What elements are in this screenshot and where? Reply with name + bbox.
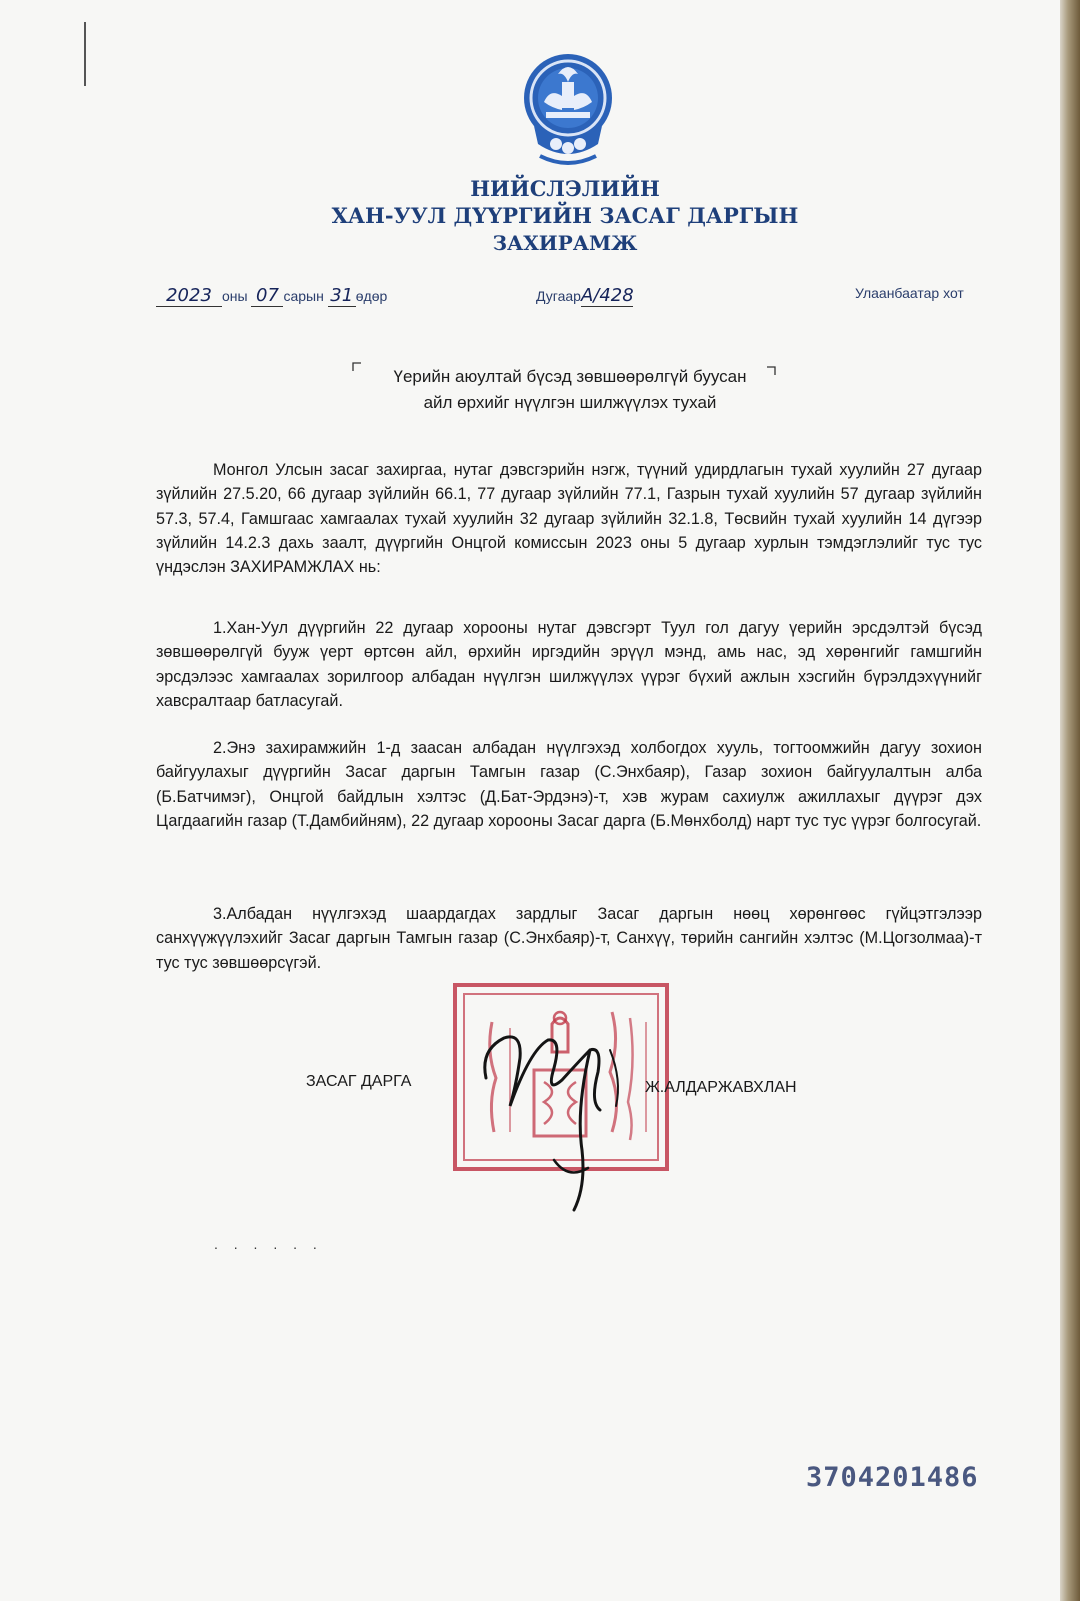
fold-mark (84, 22, 86, 86)
background-edge (1060, 0, 1080, 1601)
document-type-title: ЗАХИРАМЖ (492, 231, 638, 255)
date-field (156, 285, 387, 307)
date-year: 2023 (156, 285, 222, 307)
preamble-paragraph: Монгол Улсын засаг захиргаа, нутаг дэвсгэрийн нэгж, түүний удирдлагын тухай хуулийн 27 дугаар зүйлийн 27.5.20, 66 дугаар зүйлийн 66.1, 77 дугаар зүйлийн 77.1, Газрын тухай хуулийн 57 дугаар зүйлийн 57.3, 57.4, Гамшгаас хамгаалах тухай хуулийн 32 дугаар зүйлийн 32.1.8, Төсвийн тухай хуулийн 14 дүгээр зүйлийн 14.2.3 дахь заалт, дүүргийн Онцгой комиссын 2023 оны 5 дугаар хурлын тэмдэглэлийг тус тус үндэслэн ЗАХИРАМЖЛАХ нь: (156, 461, 982, 577)
subject-line-2: айл өрхийг нүүлгэн шилжүүлэх тухай (423, 393, 717, 412)
header-line-1: НИЙСЛЭЛИЙН (470, 176, 660, 201)
date-month-suffix: сарын (283, 288, 324, 304)
order-item-1: 1.Хан-Уул дүүргийн 22 дугаар хорооны нутаг дэвсгэрт Туул гол дагуу үерийн эрсдэлтэй бүсэд зөвшөөрөлгүй бууж үерт өртсөн айл, өрхийн иргэдийн эрүүл мэнд, амь нас, эд хөрөнгийг гамшгийн эрсдэлээс хамгаалах зорилгоор албадан нүүлгэн шилжүүлэх үүрэг бүхий ажлын хэсгийн бүрэлдэхүүнийг хавсралтаар батласугай. (156, 619, 982, 710)
date-day: 31 (328, 285, 356, 307)
order-item-2: 2.Энэ захирамжийн 1-д заасан албадан нүүлгэхэд холбогдох хууль, тогтоомжийн дагуу зохион байгуулахыг дүүргийн Засаг даргын Тамгын газар (С.Энхбаяр), Газар зохион байгуулалтын алба (Б.Батчимэг), Онцгой байдлын хэлтэс (Д.Бат-Эрдэнэ)-т, хэв журам сахиулж ажиллахыг дүүрэг дэх Цагдаагийн газар (Т.Дамбийням), 22 дугаар хорооны Засаг дарга (Б.Мөнхболд) нарт тус тус үүрэг болгосугай. (156, 739, 982, 830)
place-label: Улаанбаатар хот (855, 285, 964, 301)
signatory-title: ЗАСАГ ДАРГА (306, 1073, 412, 1090)
dotted-marks: . . . . . . (214, 1236, 323, 1252)
header-line-2: ХАН-УУЛ ДҮҮРГИЙН ЗАСАГ ДАРГЫН (331, 203, 799, 228)
handwritten-signature (470, 1010, 640, 1220)
number-label: Дугаар (536, 288, 581, 304)
subject-line-1: Үерийн аюултай бүсэд зөвшөөрөлгүй буусан (393, 367, 747, 386)
number-field (536, 285, 633, 307)
date-day-suffix: өдөр (355, 288, 388, 304)
order-number: A/428 (580, 285, 634, 306)
serial-number: 3704201486 (806, 1462, 979, 1493)
state-emblem-icon (520, 52, 616, 166)
date-year-suffix: оны (222, 288, 248, 304)
signatory-name: Ж.АЛДАРЖАВХЛАН (645, 1079, 797, 1096)
date-month: 07 (251, 285, 283, 307)
order-item-3: 3.Албадан нүүлгэхэд шаардагдах зардлыг Засаг даргын нөөц хөрөнгөөс гүйцэтгэлээр санхүүжүүлэхийг Засаг даргын Тамгын газар (С.Энхбаяр)-т, Санхүү, төрийн сангийн хэлтэс (М.Цогзолмаа)-т тус тус зөвшөөрсүгэй. (156, 905, 982, 972)
